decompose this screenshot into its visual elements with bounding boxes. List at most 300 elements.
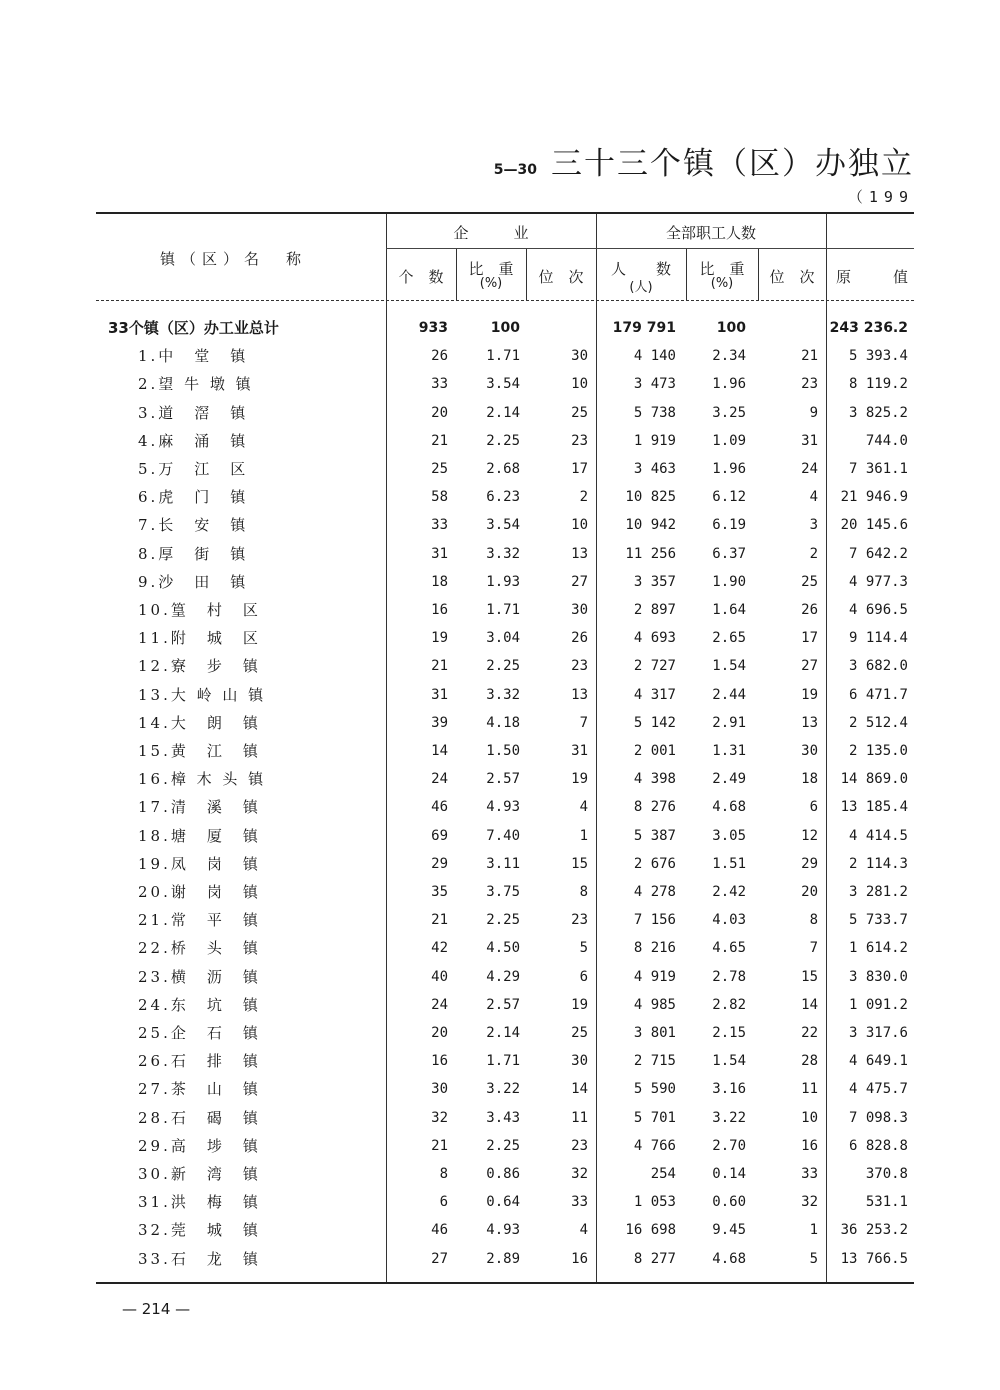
cell-share2: 1.96 (712, 376, 746, 393)
cell-share2: 1.96 (712, 461, 746, 477)
cell-rank: 32 (571, 1166, 588, 1182)
cell-people: 1 919 (633, 432, 676, 449)
cell-count: 31 (431, 686, 448, 703)
table-row (96, 850, 914, 878)
table-row (96, 1019, 914, 1047)
table-row (96, 370, 914, 398)
cell-share: 3.75 (486, 884, 520, 900)
town-name: 30.新 湾 镇 (138, 1165, 261, 1183)
cell-count: 46 (431, 799, 448, 816)
cell-rank2: 14 (801, 996, 818, 1013)
cell-rank: 15 (571, 855, 588, 872)
total-row (96, 314, 914, 342)
cell-share2: 100 (716, 320, 746, 336)
cell-value: 3 317.6 (848, 1025, 908, 1041)
table-row (96, 963, 914, 991)
cell-rank: 11 (571, 1109, 588, 1126)
cell-share: 2.25 (486, 432, 520, 449)
cell-people: 5 387 (633, 827, 676, 844)
cell-people: 4 693 (633, 630, 676, 647)
table-row (96, 624, 914, 652)
town-name: 3.道 滘 镇 (138, 403, 249, 422)
cell-share2: 2.91 (712, 714, 746, 731)
cell-rank: 26 (571, 630, 588, 647)
cell-rank: 30 (571, 602, 588, 618)
cell-people: 4 278 (633, 884, 676, 900)
cell-rank: 13 (571, 545, 588, 562)
cell-share2: 2.15 (712, 1025, 746, 1041)
cell-rank: 30 (571, 1053, 588, 1070)
table-row (96, 822, 914, 850)
cell-share: 3.11 (486, 855, 520, 872)
cell-count: 21 (431, 658, 448, 675)
town-name: 22.桥 头 镇 (138, 939, 261, 958)
header-count: 个 数 (398, 268, 444, 286)
cell-count: 14 (431, 743, 448, 759)
cell-rank: 10 (571, 376, 588, 393)
cell-rank2: 32 (801, 1194, 818, 1211)
cell-share2: 9.45 (712, 1222, 746, 1239)
cell-share: 3.43 (486, 1109, 520, 1126)
cell-people: 4 140 (633, 348, 676, 365)
cell-rank: 2 (579, 489, 588, 506)
header-people: 人 数 (610, 260, 671, 278)
town-name: 6.虎 门 镇 (138, 488, 249, 507)
cell-value: 6 471.7 (848, 686, 908, 703)
cell-share2: 2.70 (712, 1137, 746, 1154)
cell-value: 243 236.2 (829, 320, 908, 336)
header-people-unit: (人) (629, 280, 653, 295)
cell-people: 4 317 (633, 686, 676, 703)
cell-rank2: 4 (809, 489, 818, 506)
cell-count: 21 (431, 1137, 448, 1154)
cell-rank2: 3 (809, 517, 818, 534)
cell-count: 46 (431, 1222, 448, 1239)
cell-share2: 3.16 (712, 1081, 746, 1098)
town-name: 10.篁 村 区 (138, 601, 261, 619)
cell-rank: 16 (571, 1250, 588, 1267)
cell-rank2: 29 (801, 855, 818, 872)
town-name: 15.黄 江 镇 (138, 742, 261, 760)
cell-rank2: 13 (801, 714, 818, 731)
table-row (96, 793, 914, 821)
cell-people: 4 985 (633, 996, 676, 1013)
table-title: 三十三个镇（区）办独立 (551, 146, 914, 182)
table-row (96, 765, 914, 793)
cell-share2: 4.68 (712, 1250, 746, 1267)
cell-value: 9 114.4 (848, 630, 908, 647)
cell-share2: 1.90 (712, 573, 746, 590)
cell-people: 7 156 (633, 912, 676, 929)
table-row (96, 1132, 914, 1160)
header-rank2: 位 次 (769, 268, 815, 286)
cell-count: 39 (431, 714, 448, 731)
cell-value: 2 114.3 (848, 855, 908, 872)
cell-share: 2.57 (486, 771, 520, 788)
cell-people: 3 801 (633, 1025, 676, 1041)
cell-value: 531.1 (865, 1194, 908, 1211)
cell-rank2: 8 (809, 912, 818, 929)
cell-people: 8 277 (633, 1250, 676, 1267)
cell-rank: 25 (571, 1025, 588, 1041)
header-share2-unit: (%) (710, 276, 734, 291)
cell-rank2: 22 (801, 1025, 818, 1041)
cell-rank2: 12 (801, 827, 818, 844)
cell-value: 1 091.2 (848, 996, 908, 1013)
cell-share: 4.50 (486, 940, 520, 957)
cell-value: 8 119.2 (848, 376, 908, 393)
cell-share2: 4.03 (712, 912, 746, 929)
cell-value: 7 361.1 (848, 461, 908, 477)
cell-value: 20 145.6 (840, 517, 908, 534)
header-rule (96, 300, 914, 301)
table-row (96, 427, 914, 455)
cell-value: 7 642.2 (848, 545, 908, 562)
cell-count: 69 (431, 827, 448, 844)
cell-rank: 27 (571, 573, 588, 590)
cell-share: 1.50 (486, 743, 520, 759)
town-name: 27.茶 山 镇 (138, 1080, 261, 1099)
cell-value: 13 766.5 (840, 1250, 908, 1267)
cell-share2: 1.54 (712, 658, 746, 675)
cell-share2: 1.64 (712, 602, 746, 618)
cell-rank: 7 (579, 714, 588, 731)
cell-share2: 2.42 (712, 884, 746, 900)
cell-share: 2.68 (486, 461, 520, 477)
cell-rank2: 10 (801, 1109, 818, 1126)
cell-share2: 3.22 (712, 1109, 746, 1126)
table-row (96, 511, 914, 539)
cell-count: 25 (431, 461, 448, 477)
cell-rank: 4 (579, 799, 588, 816)
cell-people: 4 398 (633, 771, 676, 788)
cell-value: 3 830.0 (848, 968, 908, 985)
cell-share: 2.14 (486, 1025, 520, 1041)
cell-rank2: 33 (801, 1166, 818, 1182)
cell-share2: 2.82 (712, 996, 746, 1013)
cell-value: 5 393.4 (848, 348, 908, 365)
cell-value: 6 828.8 (848, 1137, 908, 1154)
table-row (96, 991, 914, 1019)
cell-people: 11 256 (625, 545, 676, 562)
cell-rank: 31 (571, 743, 588, 759)
table-row (96, 455, 914, 483)
cell-share2: 2.44 (712, 686, 746, 703)
cell-share: 3.22 (486, 1081, 520, 1098)
cell-rank: 8 (579, 884, 588, 900)
cell-value: 13 185.4 (840, 799, 908, 816)
cell-share2: 2.34 (712, 348, 746, 365)
cell-share2: 6.19 (712, 517, 746, 534)
cell-value: 7 098.3 (848, 1109, 908, 1126)
cell-share2: 1.51 (712, 855, 746, 872)
town-name: 20.谢 岗 镇 (138, 883, 261, 901)
cell-share: 4.29 (486, 968, 520, 985)
cell-people: 254 (650, 1166, 676, 1182)
town-name: 33.石 龙 镇 (138, 1249, 261, 1268)
cell-rank: 14 (571, 1081, 588, 1098)
cell-share2: 1.54 (712, 1053, 746, 1070)
cell-value: 21 946.9 (840, 489, 908, 506)
cell-people: 2 001 (633, 743, 676, 759)
cell-people: 4 919 (633, 968, 676, 985)
table-row (96, 1047, 914, 1075)
cell-rank2: 6 (809, 799, 818, 816)
cell-rank2: 21 (801, 348, 818, 365)
cell-share: 2.14 (486, 404, 520, 421)
cell-count: 20 (431, 1025, 448, 1041)
cell-share2: 1.09 (712, 432, 746, 449)
bottom-rule (96, 1282, 914, 1284)
table-row (96, 737, 914, 765)
header-share: 比 重 (468, 260, 514, 278)
header-name: 镇（区）名 称 (160, 250, 308, 268)
cell-share2: 1.31 (712, 743, 746, 759)
town-name: 33个镇（区）办工业总计 (108, 319, 279, 337)
cell-people: 10 825 (625, 489, 676, 506)
table-row (96, 342, 914, 370)
top-rule (96, 212, 914, 214)
cell-count: 16 (431, 1053, 448, 1070)
header-value: 原 值 (836, 268, 913, 286)
cell-people: 8 276 (633, 799, 676, 816)
cell-people: 5 701 (633, 1109, 676, 1126)
cell-value: 744.0 (865, 432, 908, 449)
cell-rank: 19 (571, 771, 588, 788)
cell-rank2: 1 (809, 1222, 818, 1239)
header-share2: 比 重 (699, 260, 745, 278)
cell-share: 100 (490, 320, 520, 336)
table-row (96, 652, 914, 680)
cell-count: 58 (431, 489, 448, 506)
cell-share: 2.57 (486, 996, 520, 1013)
cell-value: 5 733.7 (848, 912, 908, 929)
cell-share: 4.93 (486, 1222, 520, 1239)
cell-share: 1.71 (486, 1053, 520, 1070)
cell-count: 27 (431, 1250, 448, 1267)
table-row (96, 399, 914, 427)
cell-share: 1.71 (486, 348, 520, 365)
cell-rank: 10 (571, 517, 588, 534)
cell-count: 18 (431, 573, 448, 590)
cell-count: 26 (431, 348, 448, 365)
cell-people: 5 590 (633, 1081, 676, 1098)
cell-rank2: 17 (801, 630, 818, 647)
cell-value: 1 614.2 (848, 940, 908, 957)
cell-people: 1 053 (633, 1194, 676, 1211)
cell-value: 4 977.3 (848, 573, 908, 590)
cell-rank2: 5 (809, 1250, 818, 1267)
cell-rank2: 11 (801, 1081, 818, 1098)
cell-people: 2 715 (633, 1053, 676, 1070)
cell-share2: 3.25 (712, 404, 746, 421)
cell-count: 933 (418, 320, 448, 336)
table-row (96, 681, 914, 709)
town-name: 28.石 碣 镇 (138, 1108, 261, 1127)
year-label: （199 (847, 188, 914, 206)
cell-rank: 23 (571, 912, 588, 929)
cell-count: 31 (431, 545, 448, 562)
town-name: 14.大 朗 镇 (138, 713, 261, 732)
table-row (96, 568, 914, 596)
cell-share2: 4.68 (712, 799, 746, 816)
cell-count: 8 (439, 1166, 448, 1182)
cell-rank2: 9 (809, 404, 818, 421)
cell-rank: 33 (571, 1194, 588, 1211)
cell-share: 3.54 (486, 376, 520, 393)
cell-rank2: 19 (801, 686, 818, 703)
table-row (96, 1188, 914, 1216)
cell-rank2: 27 (801, 658, 818, 675)
cell-share: 0.86 (486, 1166, 520, 1182)
cell-count: 42 (431, 940, 448, 957)
cell-share: 2.25 (486, 1137, 520, 1154)
cell-value: 3 682.0 (848, 658, 908, 675)
town-name: 1.中 堂 镇 (138, 347, 249, 366)
cell-people: 5 142 (633, 714, 676, 731)
table-row (96, 540, 914, 568)
cell-people: 3 473 (633, 376, 676, 393)
cell-rank: 4 (579, 1222, 588, 1239)
cell-share: 2.89 (486, 1250, 520, 1267)
table-row (96, 1075, 914, 1103)
town-name: 2.望 牛 墩 镇 (138, 375, 254, 394)
town-name: 12.寮 步 镇 (138, 657, 261, 676)
cell-share: 3.32 (486, 545, 520, 562)
table-row (96, 596, 914, 624)
cell-share2: 2.65 (712, 630, 746, 647)
cell-people: 16 698 (625, 1222, 676, 1239)
cell-people: 10 942 (625, 517, 676, 534)
town-name: 5.万 江 区 (138, 460, 249, 478)
town-name: 18.塘 厦 镇 (138, 826, 261, 845)
town-name: 29.高 埗 镇 (138, 1136, 261, 1155)
header-workers: 全部职工人数 (665, 224, 756, 242)
cell-rank: 13 (571, 686, 588, 703)
cell-rank2: 26 (801, 602, 818, 618)
cell-share: 4.18 (486, 714, 520, 731)
cell-people: 2 727 (633, 658, 676, 675)
cell-rank2: 28 (801, 1053, 818, 1070)
town-name: 17.清 溪 镇 (138, 798, 261, 817)
title (494, 138, 914, 183)
table-row (96, 1216, 914, 1244)
table-row (96, 906, 914, 934)
cell-count: 33 (431, 376, 448, 393)
cell-people: 2 676 (633, 855, 676, 872)
cell-share: 3.32 (486, 686, 520, 703)
town-name: 26.石 排 镇 (138, 1052, 261, 1071)
cell-count: 16 (431, 602, 448, 618)
cell-rank: 23 (571, 1137, 588, 1154)
table-row (96, 878, 914, 906)
town-name: 31.洪 梅 镇 (138, 1193, 261, 1212)
town-name: 4.麻 涌 镇 (138, 431, 249, 450)
cell-count: 21 (431, 912, 448, 929)
cell-rank2: 18 (801, 771, 818, 788)
cell-share: 7.40 (486, 827, 520, 844)
cell-share2: 6.12 (712, 489, 746, 506)
cell-share: 4.93 (486, 799, 520, 816)
town-name: 19.凤 岗 镇 (138, 854, 261, 873)
cell-share2: 2.49 (712, 771, 746, 788)
cell-count: 32 (431, 1109, 448, 1126)
cell-rank: 23 (571, 432, 588, 449)
cell-share2: 0.14 (712, 1166, 746, 1182)
cell-share: 1.71 (486, 602, 520, 618)
town-name: 7.长 安 镇 (138, 516, 249, 535)
town-name: 23.横 沥 镇 (138, 967, 261, 986)
cell-rank: 1 (579, 827, 588, 844)
cell-rank: 23 (571, 658, 588, 675)
cell-count: 21 (431, 432, 448, 449)
cell-people: 179 791 (612, 320, 676, 336)
cell-value: 3 825.2 (848, 404, 908, 421)
cell-rank2: 16 (801, 1137, 818, 1154)
cell-rank2: 31 (801, 432, 818, 449)
header-rank: 位 次 (538, 268, 584, 286)
cell-rank: 19 (571, 996, 588, 1013)
cell-share2: 0.60 (712, 1194, 746, 1211)
header-enterprise: 企 业 (453, 224, 529, 242)
cell-rank: 5 (579, 940, 588, 957)
cell-people: 8 216 (633, 940, 676, 957)
cell-value: 4 696.5 (848, 602, 908, 618)
table-row (96, 1245, 914, 1273)
cell-count: 24 (431, 771, 448, 788)
cell-value: 2 512.4 (848, 714, 908, 731)
cell-people: 2 897 (633, 602, 676, 618)
cell-rank2: 20 (801, 884, 818, 900)
cell-share: 0.64 (486, 1194, 520, 1211)
cell-count: 33 (431, 517, 448, 534)
cell-rank2: 7 (809, 940, 818, 957)
cell-rank: 25 (571, 404, 588, 421)
cell-share: 3.54 (486, 517, 520, 534)
cell-share2: 6.37 (712, 545, 746, 562)
cell-rank2: 30 (801, 743, 818, 759)
table-row (96, 1160, 914, 1188)
cell-value: 4 475.7 (848, 1081, 908, 1098)
cell-people: 5 738 (633, 404, 676, 421)
table-number: 5—30 (493, 162, 537, 178)
cell-value: 36 253.2 (840, 1222, 908, 1239)
cell-people: 3 463 (633, 461, 676, 477)
cell-share: 2.25 (486, 912, 520, 929)
cell-share: 6.23 (486, 489, 520, 506)
header-share-unit: (%) (479, 276, 503, 291)
cell-share2: 3.05 (712, 827, 746, 844)
cell-rank2: 2 (809, 545, 818, 562)
table-row (96, 1104, 914, 1132)
cell-share2: 2.78 (712, 968, 746, 985)
cell-count: 19 (431, 630, 448, 647)
header-subrule (386, 248, 914, 249)
cell-value: 4 414.5 (848, 827, 908, 844)
cell-people: 3 357 (633, 573, 676, 590)
cell-value: 370.8 (865, 1166, 908, 1182)
town-name: 32.莞 城 镇 (138, 1221, 261, 1240)
cell-value: 4 649.1 (848, 1053, 908, 1070)
cell-count: 20 (431, 404, 448, 421)
cell-count: 30 (431, 1081, 448, 1098)
cell-people: 4 766 (633, 1137, 676, 1154)
cell-rank: 30 (571, 348, 588, 365)
cell-value: 3 281.2 (848, 884, 908, 900)
cell-count: 29 (431, 855, 448, 872)
cell-value: 2 135.0 (848, 743, 908, 759)
cell-share: 3.04 (486, 630, 520, 647)
